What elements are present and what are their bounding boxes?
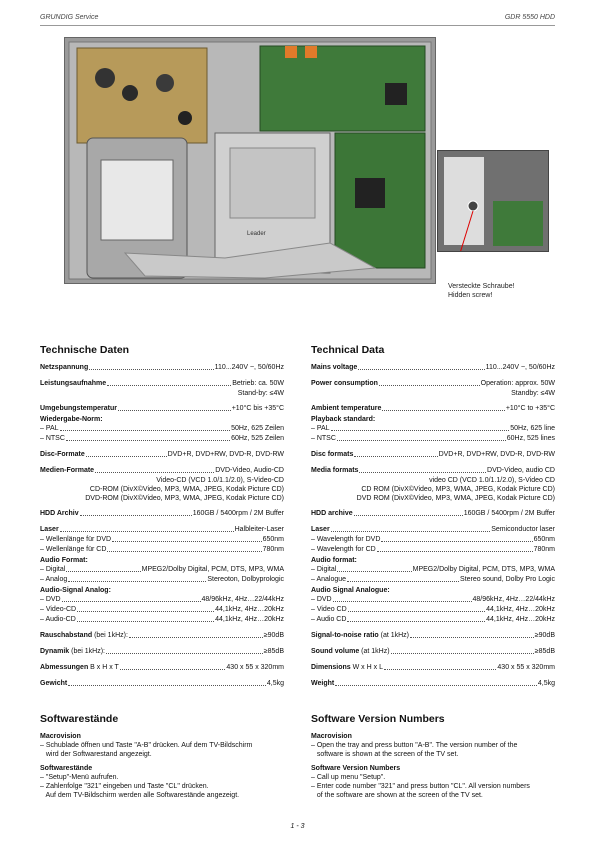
spec-row: [40, 595, 284, 604]
leader-dots: [62, 601, 201, 602]
soft-subheading: Macrovision: [311, 733, 352, 740]
leader-dots: [354, 515, 463, 516]
spec-label: [40, 404, 117, 413]
callout-en: Hidden screw!: [448, 292, 493, 299]
spec-value: 160GB / 5400rpm / 2M Buffer: [463, 510, 555, 517]
soft-title-de: Softwarestände: [40, 713, 119, 725]
spec-label: [311, 450, 353, 459]
spec-label: [311, 434, 336, 443]
spec-row: [40, 434, 284, 443]
spec-value: +10°C bis +35°C: [231, 405, 284, 412]
leader-dots: [377, 551, 533, 552]
spec-value-continued: CD ROM (DivX©Video, MP3, WMA, JPEG, Kodak Picture CD): [361, 486, 555, 493]
spec-label-text: – DVD: [311, 596, 332, 603]
leader-dots: [120, 669, 226, 670]
spec-label: [40, 631, 128, 640]
soft-instruction: wird der Softwarestand angezeigt.: [40, 751, 152, 758]
spec-row: [311, 379, 555, 388]
spec-value: 650nm: [533, 536, 555, 543]
spec-label: [40, 595, 61, 604]
spec-row: [40, 565, 284, 574]
spec-row: [311, 647, 555, 656]
header-rule: [40, 25, 555, 26]
spec-label-text: – Analog: [40, 576, 68, 583]
spec-value: 44,1kHz, 4Hz…20kHz: [215, 606, 284, 613]
software-de: [40, 715, 284, 800]
spec-subheading: Wiedergabe-Norm:: [40, 416, 103, 423]
soft-subheading: Macrovision: [40, 733, 81, 740]
soft-title-en: Software Version Numbers: [311, 713, 445, 725]
soft-instruction: – Zahlenfolge "321" eingeben und Taste "CL" drücken.: [40, 783, 209, 790]
spec-label-text: Power consumption: [311, 380, 378, 387]
soft-instruction: – Schublade öffnen und Taste "A-B" drücken. Auf dem TV-Bildschirm: [40, 742, 253, 749]
spec-value: DVD+R, DVD+RW, DVD-R, DVD-RW: [167, 451, 284, 458]
spec-label: [311, 466, 358, 475]
spec-value: DVD+R, DVD+RW, DVD-R, DVD-RW: [438, 451, 555, 458]
leader-dots: [333, 601, 472, 602]
leader-dots: [66, 571, 140, 572]
device-interior-photo: [64, 37, 436, 284]
spec-label-text: – PAL: [311, 425, 330, 432]
spec-label-text: – Digital: [40, 566, 66, 573]
spec-row: [40, 535, 284, 544]
spec-label-text: Leistungsaufnahme: [40, 380, 107, 387]
spec-row: [311, 565, 555, 574]
spec-row: [40, 509, 284, 518]
spec-value: 4,5kg: [266, 680, 284, 687]
spec-row: [311, 605, 555, 614]
leader-dots: [382, 410, 504, 411]
spec-subheading: Audio Format:: [40, 557, 88, 564]
spec-value: 44,1kHz, 4Hz…20kHz: [486, 616, 555, 623]
spec-label-text: Netzspannung: [40, 364, 89, 371]
spec-value: 60Hz, 525 Zeilen: [231, 435, 284, 442]
spec-value: Operation: approx. 50W: [480, 380, 555, 387]
spec-row: [311, 545, 555, 554]
spec-label-text: – Video-CD: [40, 606, 77, 613]
leader-dots: [354, 456, 437, 457]
spec-value-continued: Standby: ≤4W: [511, 390, 555, 397]
spec-label: [311, 663, 383, 672]
spec-value: 50Hz, 625 line: [510, 425, 555, 432]
spec-label: [40, 615, 76, 624]
spec-label-text: Mains voltage: [311, 364, 358, 371]
spec-label: [311, 595, 332, 604]
spec-subheading: Audio-Signal Analog:: [40, 587, 111, 594]
spec-value: Halbleiter-Laser: [234, 526, 284, 533]
spec-label: [40, 647, 105, 656]
soft-instruction: Auf dem TV-Bildschirm werden alle Softwarestände angezeigt.: [40, 792, 240, 799]
spec-subheading: Audio Signal Analogue:: [311, 587, 390, 594]
spec-label-text: – Video CD: [311, 606, 347, 613]
leader-dots: [379, 385, 480, 386]
spec-value: ≥85dB: [534, 648, 555, 655]
leader-dots: [66, 440, 230, 441]
leader-dots: [348, 611, 485, 612]
spec-label-text: – NTSC: [40, 435, 65, 442]
spec-row: [40, 575, 284, 584]
spec-label-sub: (bei 1kHz):: [69, 648, 105, 655]
leader-dots: [391, 653, 534, 654]
spec-label: [40, 575, 67, 584]
spec-row: [311, 679, 555, 688]
spec-label: [40, 535, 111, 544]
leader-dots: [347, 621, 485, 622]
leader-dots: [89, 369, 213, 370]
spec-row: [40, 466, 284, 475]
spec-value-continued: video CD (VCD 1.0/1.1/2.0), S-Video CD: [429, 477, 555, 484]
spec-row: [40, 545, 284, 554]
hidden-screw-callout: [448, 282, 515, 300]
leader-dots: [118, 410, 231, 411]
spec-label: [311, 509, 353, 518]
spec-value: Stereoton, Dolbyprologic: [207, 576, 284, 583]
spec-label-text: Dimensions: [311, 664, 351, 671]
spec-subheading: Playback standard:: [311, 416, 376, 423]
spec-row: [40, 663, 284, 672]
spec-label: [40, 424, 59, 433]
spec-label-text: – Wavelength for CD: [311, 546, 376, 553]
spec-value: 44,1kHz, 4Hz…20kHz: [215, 616, 284, 623]
leader-dots: [384, 669, 496, 670]
callout-de: Versteckte Schraube!: [448, 283, 515, 290]
leader-dots: [129, 637, 263, 638]
leader-dots: [331, 531, 491, 532]
leader-dots: [60, 531, 234, 532]
spec-label: [40, 605, 76, 614]
spec-value: 780nm: [533, 546, 555, 553]
spec-value: 48/96kHz, 4Hz…22/44kHz: [472, 596, 555, 603]
spec-row: [40, 679, 284, 688]
spec-value: ≥85dB: [263, 648, 284, 655]
spec-label-text: Laser: [40, 526, 59, 533]
spec-row: [311, 434, 555, 443]
spec-value: 110...240V ~, 50/60Hz: [485, 364, 555, 371]
spec-row: [311, 450, 555, 459]
spec-value-continued: DVD ROM (DivX©Video, MP3, WMA, JPEG, Kodak Picture CD): [356, 495, 555, 502]
spec-value: MPEG2/Dolby Digital, PCM, DTS, MP3, WMA: [141, 566, 284, 573]
spec-label: [311, 605, 347, 614]
spec-label: [40, 466, 94, 475]
spec-value: 650nm: [262, 536, 284, 543]
spec-label-sub: (at 1kHz): [359, 648, 390, 655]
spec-row: [40, 424, 284, 433]
spec-value-continued: DVD-ROM (DivX©Video, MP3, WMA, JPEG, Kodak Picture CD): [85, 495, 284, 502]
soft-instruction: – "Setup"-Menü aufrufen.: [40, 774, 119, 781]
spec-label-text: – Audio-CD: [40, 616, 76, 623]
spec-value-continued: CD-ROM (DivX©Video, MP3, WMA, JPEG, Kodak Picture CD): [89, 486, 284, 493]
spec-row: [311, 509, 555, 518]
spec-value: MPEG2/Dolby Digital, PCM, DTS, MP3, WMA: [412, 566, 555, 573]
spec-label: [40, 434, 65, 443]
header-left: GRUNDIG Service: [40, 14, 99, 21]
spec-label-text: Umgebungstemperatur: [40, 405, 118, 412]
spec-label: [311, 545, 376, 554]
leader-dots: [86, 456, 167, 457]
leader-dots: [331, 430, 510, 431]
spec-label-text: Abmessungen: [40, 664, 89, 671]
spec-row: [311, 631, 555, 640]
spec-label-text: Sound volume: [311, 648, 360, 655]
spec-value: 430 x 55 x 320mm: [497, 664, 555, 671]
spec-label-sub: (at 1kHz): [378, 632, 410, 639]
spec-row: [311, 595, 555, 604]
soft-instruction: – Enter code number "321" and press button "CL". All version numbers: [311, 783, 530, 790]
spec-row: [40, 450, 284, 459]
soft-instruction: – Open the tray and press button "A-B". The version number of the: [311, 742, 518, 749]
leader-dots: [106, 653, 263, 654]
spec-label-text: Media formats: [311, 467, 359, 474]
leader-dots: [381, 541, 532, 542]
spec-label-text: – DVD: [40, 596, 61, 603]
spec-label: [311, 404, 381, 413]
leader-dots: [358, 369, 484, 370]
spec-label: [311, 615, 346, 624]
spec-value: DVD-Video, Audio-CD: [215, 467, 284, 474]
leader-dots: [68, 581, 206, 582]
spec-value: Stereo sound, Dolby Pro Logic: [460, 576, 555, 583]
spec-value: 44,1kHz, 4Hz…20kHz: [486, 606, 555, 613]
spec-value: Betrieb: ca. 50W: [232, 380, 284, 387]
spec-row: [40, 647, 284, 656]
drive-label: Leader: [247, 231, 266, 237]
spec-label: [40, 525, 59, 534]
spec-value: ≥90dB: [263, 632, 284, 639]
soft-instruction: software is shown at the screen of the TV set.: [311, 751, 459, 758]
soft-subheading: Softwarestände: [40, 765, 93, 772]
spec-row: [311, 535, 555, 544]
spec-label: [311, 525, 330, 534]
spec-value: Semiconductor laser: [491, 526, 555, 533]
tech-title-de: Technische Daten: [40, 344, 130, 356]
spec-value: 50Hz, 625 Zeilen: [231, 425, 284, 432]
spec-label-text: – PAL: [40, 425, 59, 432]
spec-row: [311, 363, 555, 372]
spec-label-text: – Digital: [311, 566, 337, 573]
spec-row: [40, 615, 284, 624]
spec-label-text: Signal-to-noise ratio: [311, 632, 379, 639]
spec-value: DVD-Video, audio CD: [487, 467, 555, 474]
spec-row: [40, 379, 284, 388]
hidden-screw-inset-photo: [437, 150, 549, 252]
leader-dots: [107, 385, 231, 386]
spec-label: [311, 565, 336, 574]
spec-label-text: HDD archive: [311, 510, 353, 517]
leader-dots: [77, 611, 214, 612]
spec-row: [311, 466, 555, 475]
leader-dots: [112, 541, 262, 542]
leader-dots: [410, 637, 534, 638]
spec-value: 780nm: [262, 546, 284, 553]
spec-label-sub: (bei 1kHz):: [92, 632, 128, 639]
leader-dots: [68, 685, 266, 686]
leader-dots: [337, 571, 411, 572]
spec-row: [40, 404, 284, 413]
spec-label-text: HDD Archiv: [40, 510, 79, 517]
spec-value: 4,5kg: [537, 680, 555, 687]
spec-row: [311, 424, 555, 433]
spec-label: [311, 379, 378, 388]
spec-label-text: Dynamik: [40, 648, 70, 655]
leader-dots: [337, 440, 506, 441]
spec-label-text: – Wellenlänge für CD: [40, 546, 107, 553]
spec-value: ≥90dB: [534, 632, 555, 639]
spec-label-sub: W x H x L: [350, 664, 383, 671]
leader-dots: [60, 430, 231, 431]
soft-instruction: – Call up menu "Setup".: [311, 774, 386, 781]
leader-dots: [359, 472, 486, 473]
leader-dots: [80, 515, 192, 516]
spec-row: [311, 404, 555, 413]
leader-dots: [335, 685, 537, 686]
spec-label-text: – Analogue: [311, 576, 347, 583]
spec-label: [311, 575, 346, 584]
spec-value-continued: Stand-by: ≤4W: [237, 390, 284, 397]
spec-value: 60Hz, 525 lines: [506, 435, 555, 442]
spec-value: 110...240V ~, 50/60Hz: [214, 364, 284, 371]
spec-label: [40, 363, 88, 372]
spec-label-text: – NTSC: [311, 435, 336, 442]
spec-label: [311, 631, 409, 640]
tech-title-en: Technical Data: [311, 344, 385, 356]
spec-label-text: Laser: [311, 526, 330, 533]
spec-label-text: – Audio CD: [311, 616, 347, 623]
spec-label-text: Ambient temperature: [311, 405, 382, 412]
spec-label-text: Medien-Formate: [40, 467, 95, 474]
spec-label: [40, 450, 85, 459]
spec-label: [40, 509, 79, 518]
spec-label-text: Weight: [311, 680, 335, 687]
spec-row: [40, 363, 284, 372]
spec-label: [311, 647, 390, 656]
tech-data-en: [311, 346, 555, 689]
software-en: [311, 715, 555, 800]
spec-label: [311, 363, 357, 372]
spec-label: [311, 424, 330, 433]
spec-label-text: – Wellenlänge für DVD: [40, 536, 112, 543]
spec-row: [311, 615, 555, 624]
spec-value: +10°C to +35°C: [505, 405, 555, 412]
spec-subheading: Audio format:: [311, 557, 357, 564]
spec-row: [40, 605, 284, 614]
soft-subheading: Software Version Numbers: [311, 765, 401, 772]
spec-label-text: Disc formats: [311, 451, 354, 458]
tech-data-de: [40, 346, 284, 689]
leader-dots: [347, 581, 459, 582]
spec-label: [311, 679, 334, 688]
spec-label: [311, 535, 380, 544]
spec-label-text: Rauschabstand: [40, 632, 93, 639]
spec-row: [40, 631, 284, 640]
spec-row: [311, 525, 555, 534]
spec-label-text: Disc-Formate: [40, 451, 85, 458]
spec-label: [40, 379, 106, 388]
spec-value-continued: Video-CD (VCD 1.0/1.1/2.0), S-Video-CD: [156, 477, 284, 484]
spec-row: [311, 575, 555, 584]
spec-label: [40, 679, 67, 688]
spec-value: 430 x 55 x 320mm: [226, 664, 284, 671]
spec-label-text: Gewicht: [40, 680, 68, 687]
spec-label: [40, 545, 106, 554]
leader-dots: [107, 551, 261, 552]
page-number: 1 - 3: [290, 823, 305, 830]
spec-label-sub: B x H x T: [88, 664, 119, 671]
leader-dots: [77, 621, 214, 622]
spec-row: [40, 525, 284, 534]
spec-value: 48/96kHz, 4Hz…22/44kHz: [201, 596, 284, 603]
spec-value: 160GB / 5400rpm / 2M Buffer: [192, 510, 284, 517]
soft-instruction: of the software are shown at the screen of the TV set.: [311, 792, 483, 799]
spec-label: [40, 663, 119, 672]
spec-row: [311, 663, 555, 672]
spec-label-text: – Wavelength for DVD: [311, 536, 381, 543]
leader-dots: [95, 472, 214, 473]
spec-label: [40, 565, 65, 574]
header-right: GDR 5550 HDD: [504, 14, 555, 21]
